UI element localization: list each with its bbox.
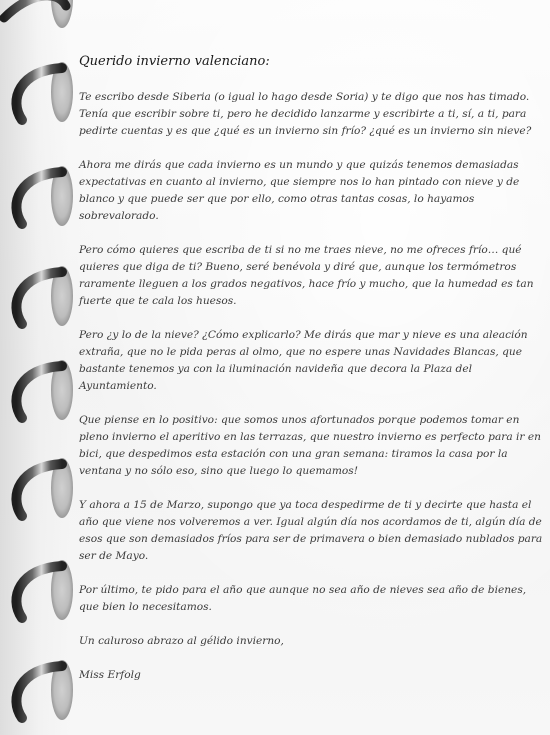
spiral-ring [16,360,73,420]
spiral-ring [4,0,73,28]
letter-paragraph: Y ahora a 15 de Marzo, supongo que ya toca despedirme de ti y decirte que hasta el año que viene nos volveremos a ver. Igual algún día nos acordamos de ti, algún día de esos que son demasiados fríos para ser de primavera o bien demasiado nublados para ser de Mayo. [79,499,543,562]
letter-paragraph: Pero ¿y lo de la nieve? ¿Cómo explicarlo? Me dirás que mar y nieve es una aleación extraña, que no le pida peras al olmo, que no espere unas Navidades Blancas, que bastante tenemos ya con la iluminación navideña que decora la Plaza del Ayuntamiento. [79,329,528,392]
letter-paragraph: Pero cómo quieres que escriba de ti si no me traes nieve, no me ofreces frío… qué quieres que diga de ti? Bueno, seré benévola y diré que, aunque los termómetros raramente lleguen a los grados negativos, hace frío y mucho, que la humedad es tan fuerte que te cala los huesos. [79,244,534,307]
spiral-ring [16,166,73,226]
letter-paragraph: Por último, te pido para el año que aunque no sea año de nieves sea año de bienes, que bien lo necesitamos. [79,584,527,613]
spiral-ring [16,458,73,518]
letter-paragraph: Ahora me dirás que cada invierno es un mundo y que quizás tenemos demasiadas expectativas en cuanto al invierno, que siempre nos lo han pintado con nieve y de blanco y que puede ser que por ello, como otras tantas cosas, lo hayamos sobrevalorado. [79,159,520,222]
spiral-ring [16,62,73,122]
letter-greeting: Querido invierno valenciano: [79,54,270,69]
spiral-ring [16,266,73,326]
letter-signature: Miss Erfolg [79,669,141,681]
spiral-ring [16,660,73,720]
spiral-binding [0,0,80,735]
letter-closing: Un caluroso abrazo al gélido invierno, [79,635,284,647]
letter-paragraph: Que piense en lo positivo: que somos unos afortunados porque podemos tomar en pleno invierno el aperitivo en las terrazas, que nuestro invierno es perfecto para ir en bici, que despedimos esta estación con una gran semana: tiramos la casa por la ventana y no sólo eso, sino que luego lo quemamos! [79,414,541,477]
spiral-ring [16,560,73,620]
letter-body [79,52,549,701]
letter-paragraph: Te escribo desde Siberia (o igual lo hago desde Soria) y te digo que nos has timado. Tenía que escribir sobre ti, pero he decidido lanzarme y escribirte a ti, sí, a ti, para pedirte cuentas y es que ¿qué es un invierno sin frío? ¿qué es un invierno sin nieve? [79,91,532,137]
